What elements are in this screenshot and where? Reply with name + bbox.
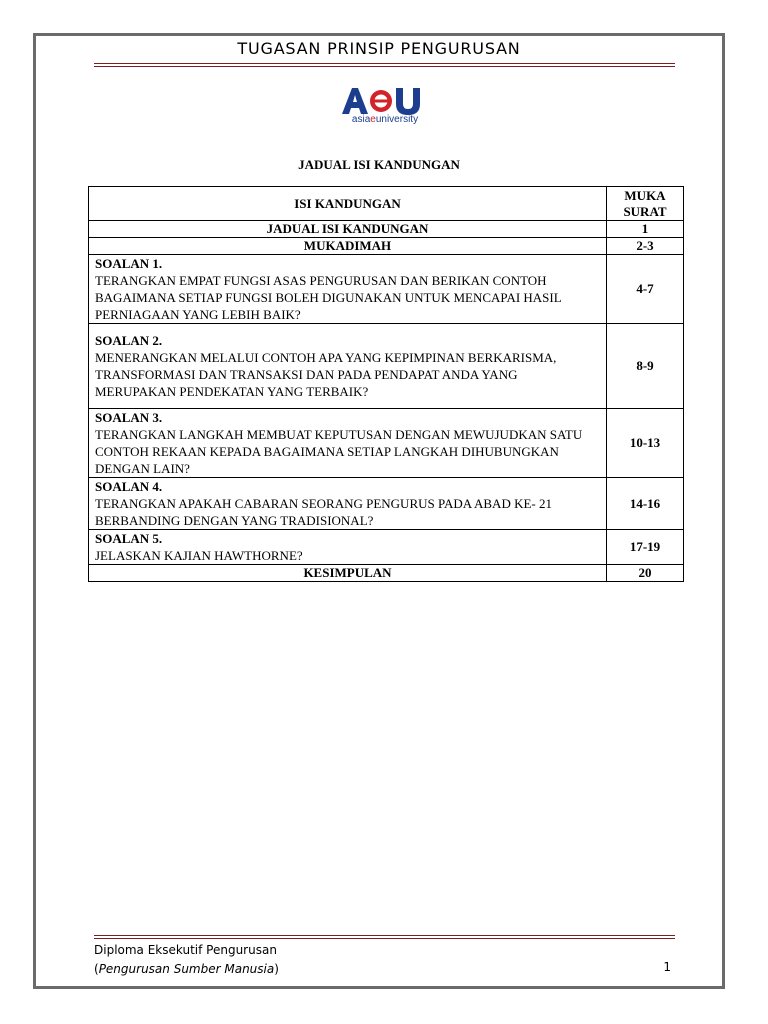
toc-row-question [89,478,607,530]
page-frame [33,33,725,989]
footer-page-number: 1 [663,960,671,974]
footer-course [94,941,279,979]
question-label: SOALAN 4. [95,479,163,494]
col-header-page: MUKA SURAT [607,187,684,221]
question-text: TERANGKAN LANGKAH MEMBUAT KEPUTUSAN DENGAN MEWUJUDKAN SATU CONTOH REKAAN KEPADA BAGAIMANA SETIAP LANGKAH DIHUBUNGKAN DENGAN LAIN? [95,427,583,476]
header-rule [94,63,675,67]
question-label: SOALAN 3. [95,410,163,425]
question-text: TERANGKAN APAKAH CABARAN SEORANG PENGURUS PADA ABAD KE- 21 BERBANDING DENGAN YANG TRADISIONAL? [95,496,552,528]
footer-line-2: (Pengurusan Sumber Manusia) [94,962,279,976]
toc-heading: JADUAL ISI KANDUNGAN [298,157,460,172]
toc-row-question [89,530,607,565]
logo-tagline: asiaeuniversity [351,114,419,125]
aeu-logo [340,86,430,130]
toc-table [88,186,684,582]
toc-row [89,255,684,324]
toc-row-title: MUKADIMAH [89,238,607,255]
question-label: SOALAN 5. [95,531,163,546]
toc-row-page: 14-16 [607,478,684,530]
toc-header-row [89,187,684,221]
aeu-logo-mark [340,86,430,116]
question-text: MENERANGKAN MELALUI CONTOH APA YANG KEPIMPINAN BERKARISMA, TRANSFORMASI DAN TRANSAKSI DAN PADA PENDAPAT ANDA YANG MERUPAKAN PENDEKATAN YANG TERBAIK? [95,350,557,399]
toc-row [89,238,684,255]
toc-row-title: JADUAL ISI KANDUNGAN [89,221,607,238]
toc-row [89,530,684,565]
document-header-title: TUGASAN PRINSIP PENGURUSAN [237,39,521,58]
toc-row-question [89,255,607,324]
toc-row [89,409,684,478]
question-text: JELASKAN KAJIAN HAWTHORNE? [95,548,303,563]
toc-row-question [89,324,607,409]
toc-row [89,324,684,409]
toc-row-question [89,409,607,478]
question-text: TERANGKAN EMPAT FUNGSI ASAS PENGURUSAN DAN BERIKAN CONTOH BAGAIMANA SETIAP FUNGSI BOLEH DIGUNAKAN UNTUK MENCAPAI HASIL PERNIAGAAN YANG LEBIH BAIK? [95,273,562,322]
toc-row-page: 17-19 [607,530,684,565]
toc-row-page: 4-7 [607,255,684,324]
toc-row [89,221,684,238]
question-label: SOALAN 2. [95,333,163,348]
toc-row-page: 1 [607,221,684,238]
footer-line-1: Diploma Eksekutif Pengurusan [94,943,277,957]
toc-row-page: 20 [607,565,684,582]
toc-row [89,565,684,582]
toc-row-page: 2-3 [607,238,684,255]
footer-rule [94,935,675,939]
col-header-content: ISI KANDUNGAN [89,187,607,221]
question-label: SOALAN 1. [95,256,163,271]
toc-row [89,478,684,530]
toc-row-page: 8-9 [607,324,684,409]
toc-row-page: 10-13 [607,409,684,478]
toc-row-title: KESIMPULAN [89,565,607,582]
